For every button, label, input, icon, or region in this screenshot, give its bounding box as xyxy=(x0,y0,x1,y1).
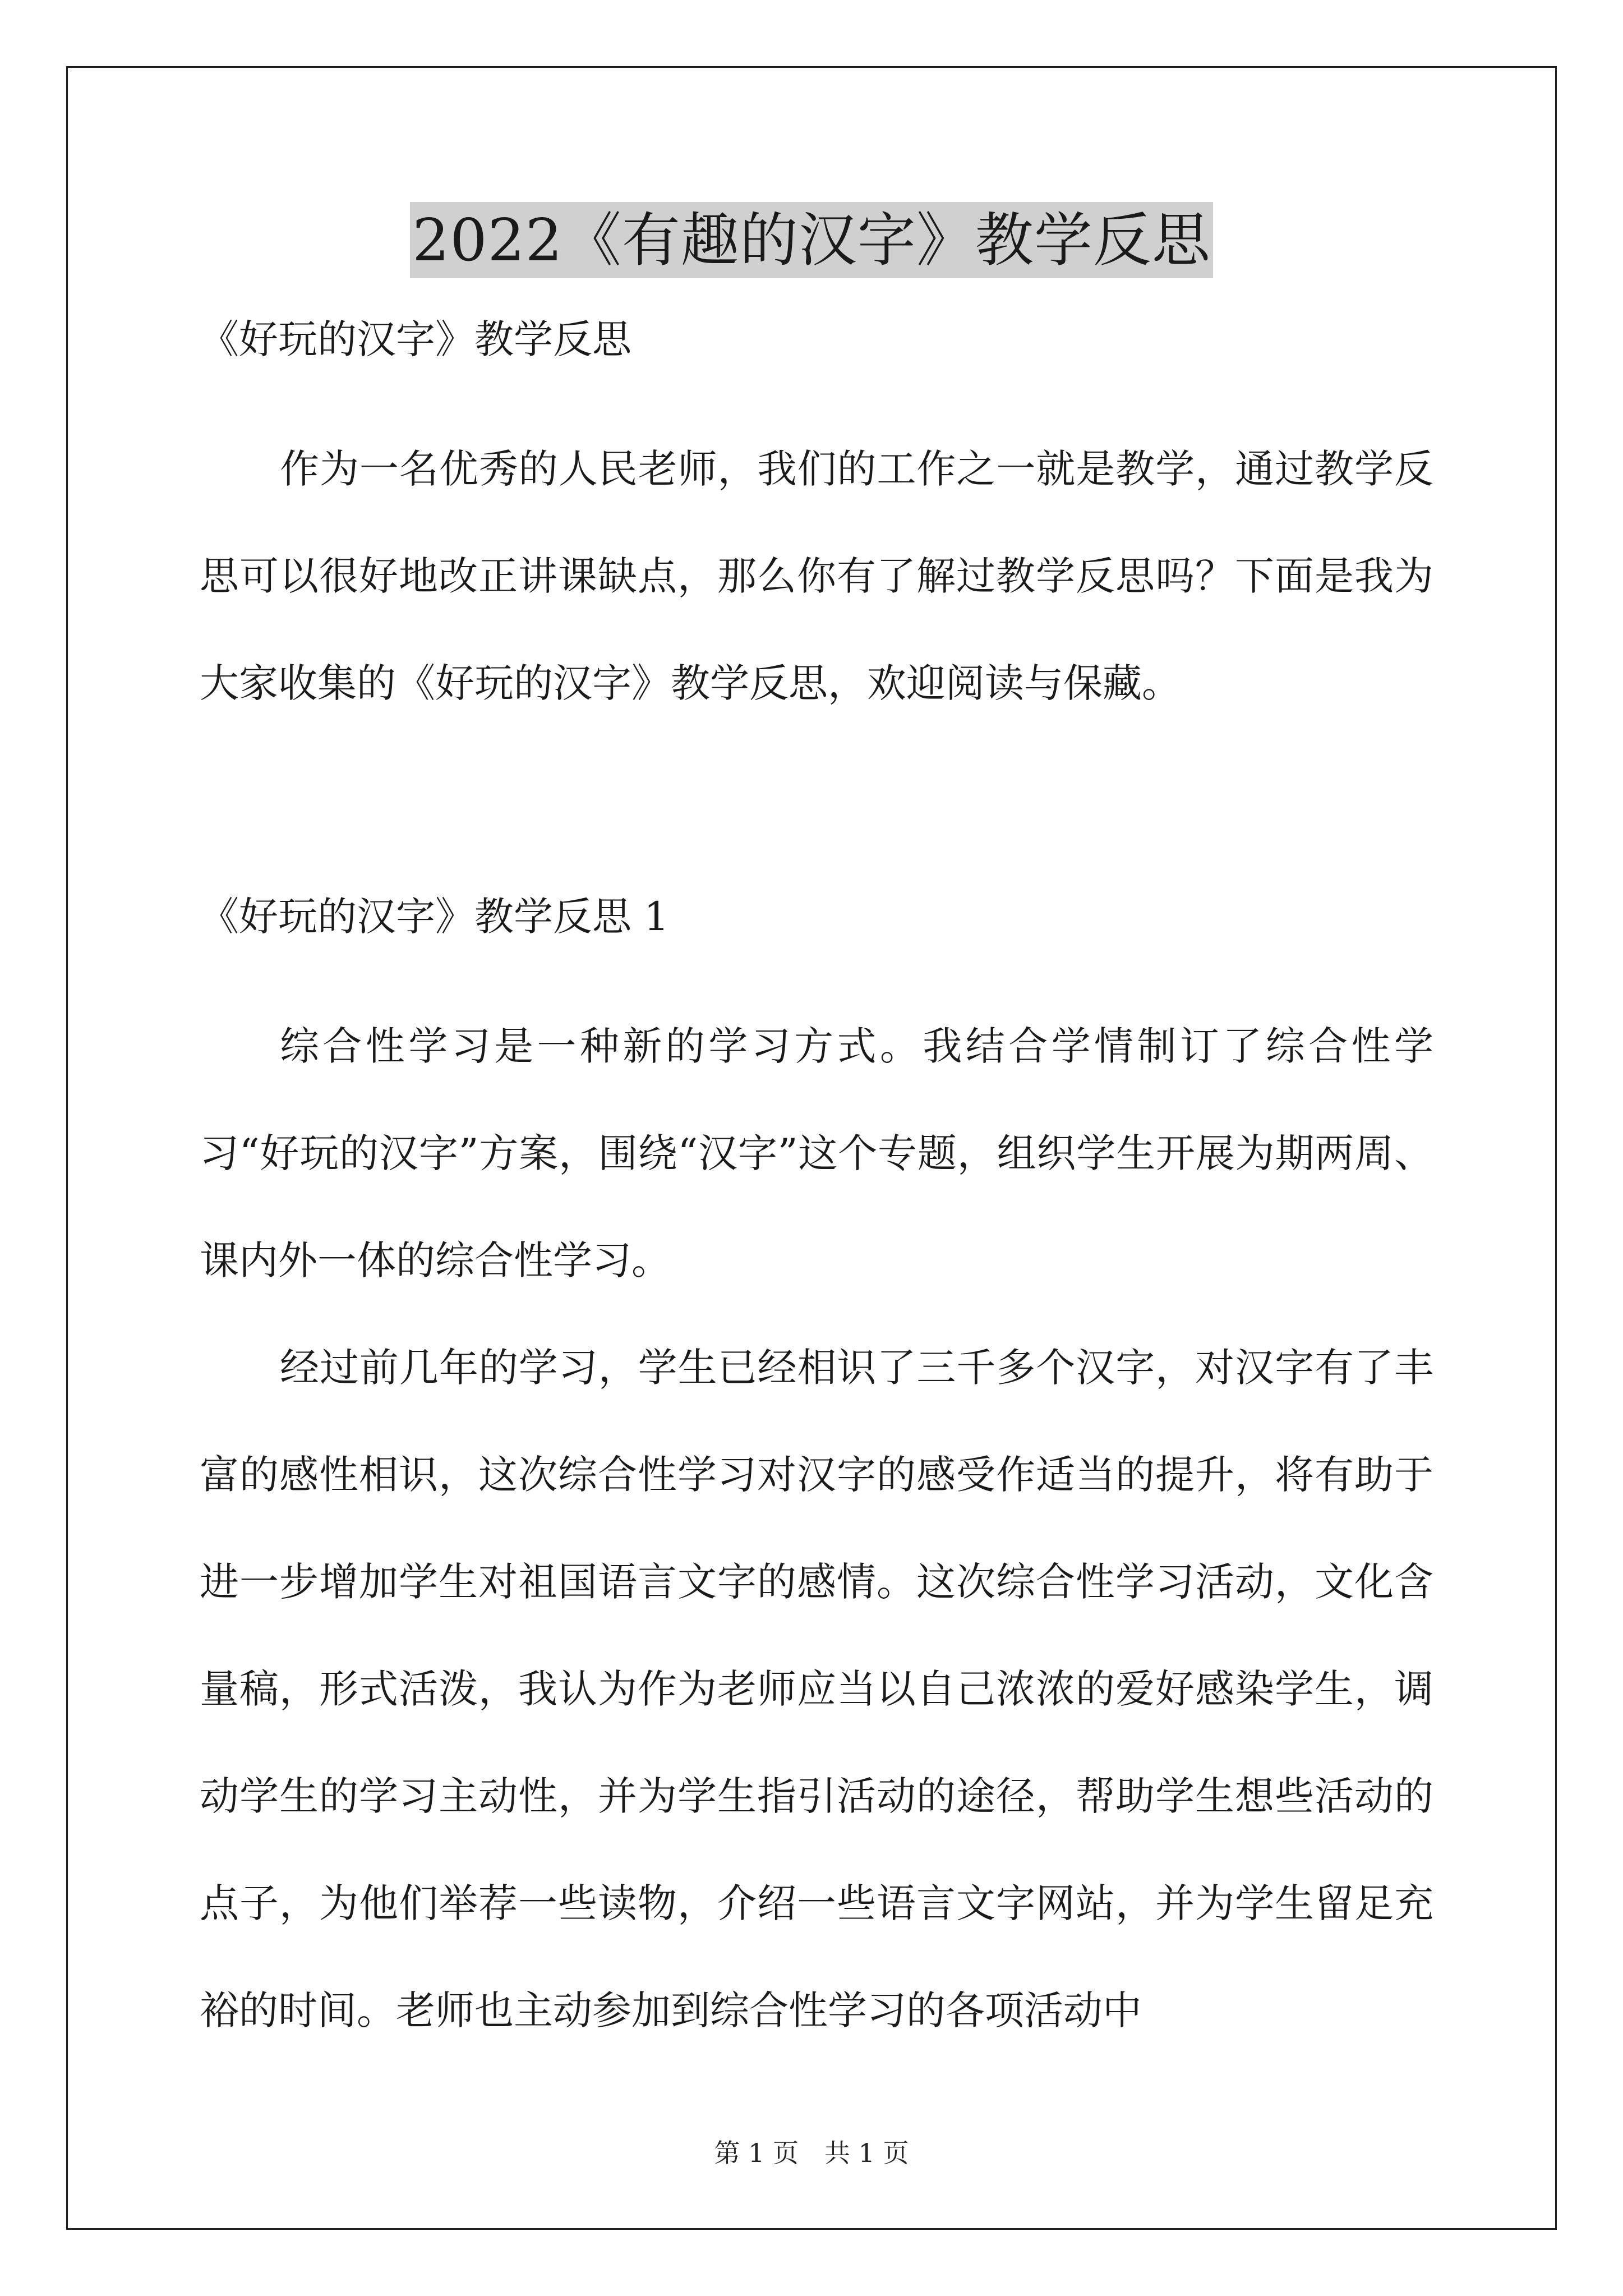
intro-paragraph: 作为一名优秀的人民老师，我们的工作之一就是教学，通过教学反思可以很好地改正讲课缺点，那么你有了解过教学反思吗？下面是我为大家收集的《好玩的汉字》教学反思，欢迎阅读与保藏。 xyxy=(200,446,1433,706)
document-title: 2022《有趣的汉字》教学反思 xyxy=(410,202,1213,278)
title-container xyxy=(0,202,1623,278)
page-footer: 第 1 页 共 1 页 xyxy=(714,2138,909,2168)
document-body xyxy=(200,309,1433,2064)
intro-heading: 《好玩的汉字》教学反思 xyxy=(200,316,631,362)
section-1-paragraph-1: 综合性学习是一种新的学习方式。我结合学情制订了综合性学习“好玩的汉字”方案，围绕“汉字”这个专题，组织学生开展为期两周、课内外一体的综合性学习。 xyxy=(200,1023,1433,1283)
section-1-heading: 《好玩的汉字》教学反思 1 xyxy=(200,894,669,940)
section-1-paragraph-2: 经过前几年的学习，学生已经相识了三千多个汉字，对汉字有了丰富的感性相识，这次综合性学习对汉字的感受作适当的提升，将有助于进一步增加学生对祖国语言文字的感情。这次综合性学习活动，文化含量稿，形式活泼，我认为作为老师应当以自己浓浓的爱好感染学生，调动学生的学习主动性，并为学生指引活动的途径，帮助学生想些活动的点子，为他们举荐一些读物，介绍一些语言文字网站，并为学生留足充裕的时间。老师也主动参加到综合性学习的各项活动中 xyxy=(200,1345,1433,2033)
